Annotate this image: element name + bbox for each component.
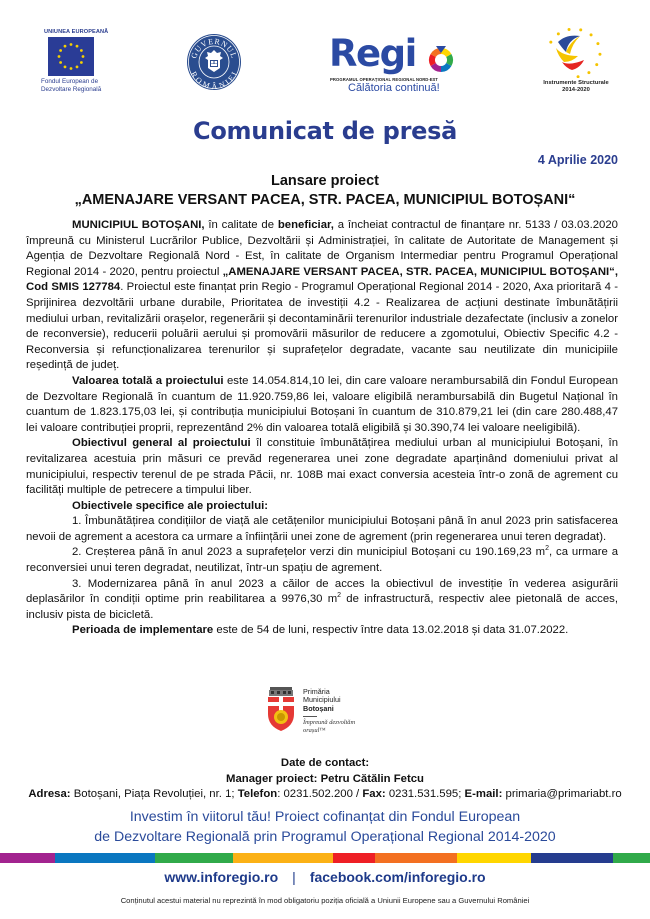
text: , ca urmare a reconversiei unui teren degradat, neutilizat, într-un spațiu de agrement. [26, 546, 619, 575]
header-logos [0, 0, 650, 108]
value-label: Valoarea totală a proiectului [72, 374, 224, 387]
text: îl constituie îmbunătățirea mediului urban al municipiului Botoșani, în revitalizarea acestuia prin măsuri ce prevăd regenerarea unei zone degradate aparținând domeniului privat al municipiului, respectiv terenul de pe strada Păcii, nr. 108B mai exact conversia acesteia într-o zonă de agrement cu facilități multiple de petrecere a timpului liber. [26, 437, 619, 497]
document-subtitle: Lansare proiect [271, 173, 379, 189]
eu-star [64, 65, 67, 68]
is-star [590, 33, 593, 36]
phone-label: Telefon [237, 788, 278, 800]
eu-star [58, 55, 61, 58]
is-star [557, 32, 560, 35]
is-star [598, 53, 601, 56]
primaria-motto [303, 719, 355, 734]
eu-star [59, 61, 62, 64]
text: 1. Îmbunătățirea condițiilor de viață ale cetățenilor municipiului Botoșani până în anul 2023 prin satisfacerea nevoii de agrement a acestora ca urmare a înființării unei zone de agrement (prin regenerarea unui teren degradat). [26, 515, 618, 543]
document-date: 4 Aprilie 2020 [537, 153, 618, 167]
contact-details [0, 787, 650, 803]
eu-star [80, 49, 83, 52]
is-star [595, 63, 598, 66]
color-stripe-segment [155, 853, 234, 863]
eu-star [59, 49, 62, 52]
objective-item-2 [26, 545, 618, 576]
regio-tagline: Călătoria continuă! [348, 82, 440, 94]
eu-logo-subtitle-2: Dezvoltare Regională [41, 85, 102, 93]
specific-objectives-heading [26, 499, 618, 515]
color-stripe-segment [55, 853, 156, 863]
email-label: E-mail: [464, 788, 503, 800]
eu-logo-subtitle-1: Fondul European de [41, 78, 99, 85]
document-body [26, 218, 618, 639]
eu-star [76, 45, 79, 48]
text: . Proiectul este finanțat prin Regio - Programul Operațional Regional 2014 - 2020, Axa prioritară 4 - Sprijinirea dezvoltării urbane durabile, Prioritatea de investiții 4.2 - Realizarea de acțiuni destinate îmbunătățirii mediului urban, revitalizării orașelor, regenerării și decontaminării terenurilor industriale dezafectate (inclusiv a zonelor de reconversie), reducerii poluării aerului și promovării măsurilor de reducere a zgomotului, Obiectiv Specific 4.2 - Reconversia și refuncționalizarea terenurilor și suprafețelor degradate, vacante sau neutilizate din municipiile reședință de județ. [26, 281, 618, 372]
is-logo-text [536, 80, 616, 94]
text: de infrastructură, respectiv alee pietonală de acces, inclusiv pista de bicicletă. [26, 593, 618, 621]
footer-slogan [0, 807, 650, 847]
color-stripe-segment [457, 853, 532, 863]
instrumente-structurale-logo [536, 26, 616, 98]
eu-flag-icon [48, 37, 94, 76]
objective-item-1 [26, 514, 618, 545]
is-star [579, 28, 582, 31]
contact-section [0, 756, 650, 803]
is-logo-line2: 2014-2020 [562, 87, 590, 93]
fax-value: 0231.531.595; [385, 788, 465, 800]
fax-label: Fax: [362, 788, 386, 800]
address-label: Adresa: [28, 788, 71, 800]
project-name: „AMENAJARE VERSANT PACEA, STR. PACEA, MUNICIPIUL BOTOȘANI“ [74, 192, 576, 208]
slogan-line1: Investim în viitorul tău! Proiect cofinanțat din Fondul European [129, 809, 521, 825]
color-stripe-segment [233, 853, 334, 863]
motto-line2: orașul™ [303, 726, 326, 734]
color-stripe-segment [613, 853, 650, 863]
text: este 14.054.814,10 lei, din care valoare nerambursabilă din Fondul European de Dezvoltare Regională în cuantum de 11.920.759,86 lei, valoare eligibilă nerambursabilă din Bugetul Național în cuantum de 1.823.175,03 lei, și contribuția municipiului Botoșani în cuantum de 310.879,21 lei (din care 280.488,47 lei valoare contribuției proprii, reprezentând 2% din valoarea totală eligibilă și 30.390,74 lei valoare neeligibilă). [26, 374, 618, 434]
objective-item-3 [26, 577, 618, 624]
text: 3. Modernizarea până în anul 2023 a căilor de acces la obiectivul de investiție în vederea asigurării deplasărilor în condiții optime prin reabilitarea a 9976,30 m [26, 577, 618, 606]
color-stripe-segment [333, 853, 376, 863]
gov-bottom-text: ROMÂNIEI [188, 69, 240, 91]
regio-wordmark: Regi [329, 32, 416, 75]
is-star [596, 42, 599, 45]
color-stripe-segment [531, 853, 614, 863]
eu-stars-icon [48, 37, 94, 76]
color-stripe-bar [0, 853, 650, 863]
general-objective-label: Obiectivul general al proiectului [72, 437, 251, 450]
facebook-link[interactable]: facebook.com/inforegio.ro [309, 869, 486, 885]
motto-line1: Împreună dezvoltăm [303, 719, 356, 726]
slogan-line2: de Dezvoltare Regională prin Programul Operațional Regional 2014-2020 [94, 829, 556, 845]
paragraph-contract [26, 218, 618, 374]
color-stripe-segment [375, 853, 458, 863]
regio-logo [326, 32, 466, 98]
eu-star [64, 45, 67, 48]
romanian-government-logo [186, 33, 242, 91]
disclaimer: Conținutul acestui material nu reprezintă în mod obligatoriu poziția oficială a Uniunii Europene sau a Guvernului României [120, 896, 530, 905]
is-star [549, 41, 552, 44]
website-link[interactable]: www.inforegio.ro [164, 869, 279, 885]
text: 2. Creșterea până în anul 2023 a suprafețelor verzi din municipiul Botoșani cu 190.169,23 m [72, 546, 546, 559]
structural-instruments-emblem-icon [536, 26, 616, 78]
text: în calitate de [204, 219, 278, 231]
color-stripe-segment [0, 853, 56, 863]
coat-of-arms-icon [266, 686, 296, 732]
eu-logo-title: UNIUNEA EUROPEANĂ [44, 29, 109, 35]
is-logo-line1: Instrumente Structurale [543, 80, 609, 86]
beneficiary-label: beneficiar, [277, 219, 334, 231]
contact-heading: Date de contact: [280, 757, 370, 769]
government-seal-icon [186, 33, 242, 91]
regio-color-wheel-icon [426, 45, 456, 75]
project-manager: Manager proiect: Petru Cătălin Fetcu [226, 772, 424, 785]
document-title: Comunicat de presă [193, 117, 457, 145]
paragraph-period [26, 623, 618, 639]
paragraph-general-objective [26, 436, 618, 498]
text: a încheiat contractul de finanțare nr. 5133 / 03.03.2020 împreună cu Ministerul Lucrărilor Publice, Dezvoltării și Administrației, în calitate de Autoritate de Management și Agenția de Dezvoltare Regională Nord - Est, în calitate de Organism Intermediar pentru Programul Operațional Regional 2014 - 2020, pentru proiectul [26, 219, 618, 278]
primaria-name [303, 688, 341, 713]
link-separator: | [292, 869, 296, 885]
regio-program-text: PROGRAMUL OPERAȚIONAL REGIONAL [330, 77, 416, 82]
project-code: „AMENAJARE VERSANT PACEA, STR. PACEA, MUNICIPIUL BOTOȘANI“, Cod SMIS 127784 [26, 265, 618, 294]
is-star [587, 71, 590, 74]
is-star [577, 75, 580, 78]
period-label: Perioada de implementare [72, 624, 214, 637]
footer-links [0, 869, 650, 885]
phone-value: : 0231.502.200 / [277, 788, 363, 800]
eu-star [70, 43, 73, 46]
is-star [568, 28, 571, 31]
primaria-line1: Primăria [303, 687, 330, 696]
eu-logo [41, 29, 116, 93]
eu-star [70, 67, 73, 70]
address-value: Botoșani, Piața Revoluției, nr. 1; [70, 788, 238, 800]
beneficiary-name: MUNICIPIUL BOTOȘANI, [72, 219, 205, 231]
text: este de 54 de luni, respectiv între data 13.02.2018 și data 31.07.2022. [213, 624, 569, 637]
gov-top-text: GUVERNUL [189, 36, 239, 60]
superscript: 2 [545, 545, 549, 553]
primaria-line3: Botoșani [303, 703, 334, 713]
divider [303, 716, 317, 717]
paragraph-value [26, 374, 618, 436]
eu-star [80, 61, 83, 64]
specific-objectives-label: Obiectivele specifice ale proiectului: [72, 499, 269, 512]
primaria-botosani-logo [266, 686, 386, 746]
regio-region-text: NORD-EST [416, 77, 438, 82]
superscript: 2 [337, 592, 342, 600]
email-value[interactable]: primaria@primariabt.ro [502, 788, 622, 800]
eu-star [82, 55, 85, 58]
eu-star [76, 65, 79, 68]
primaria-line2: Municipiului [303, 695, 341, 705]
